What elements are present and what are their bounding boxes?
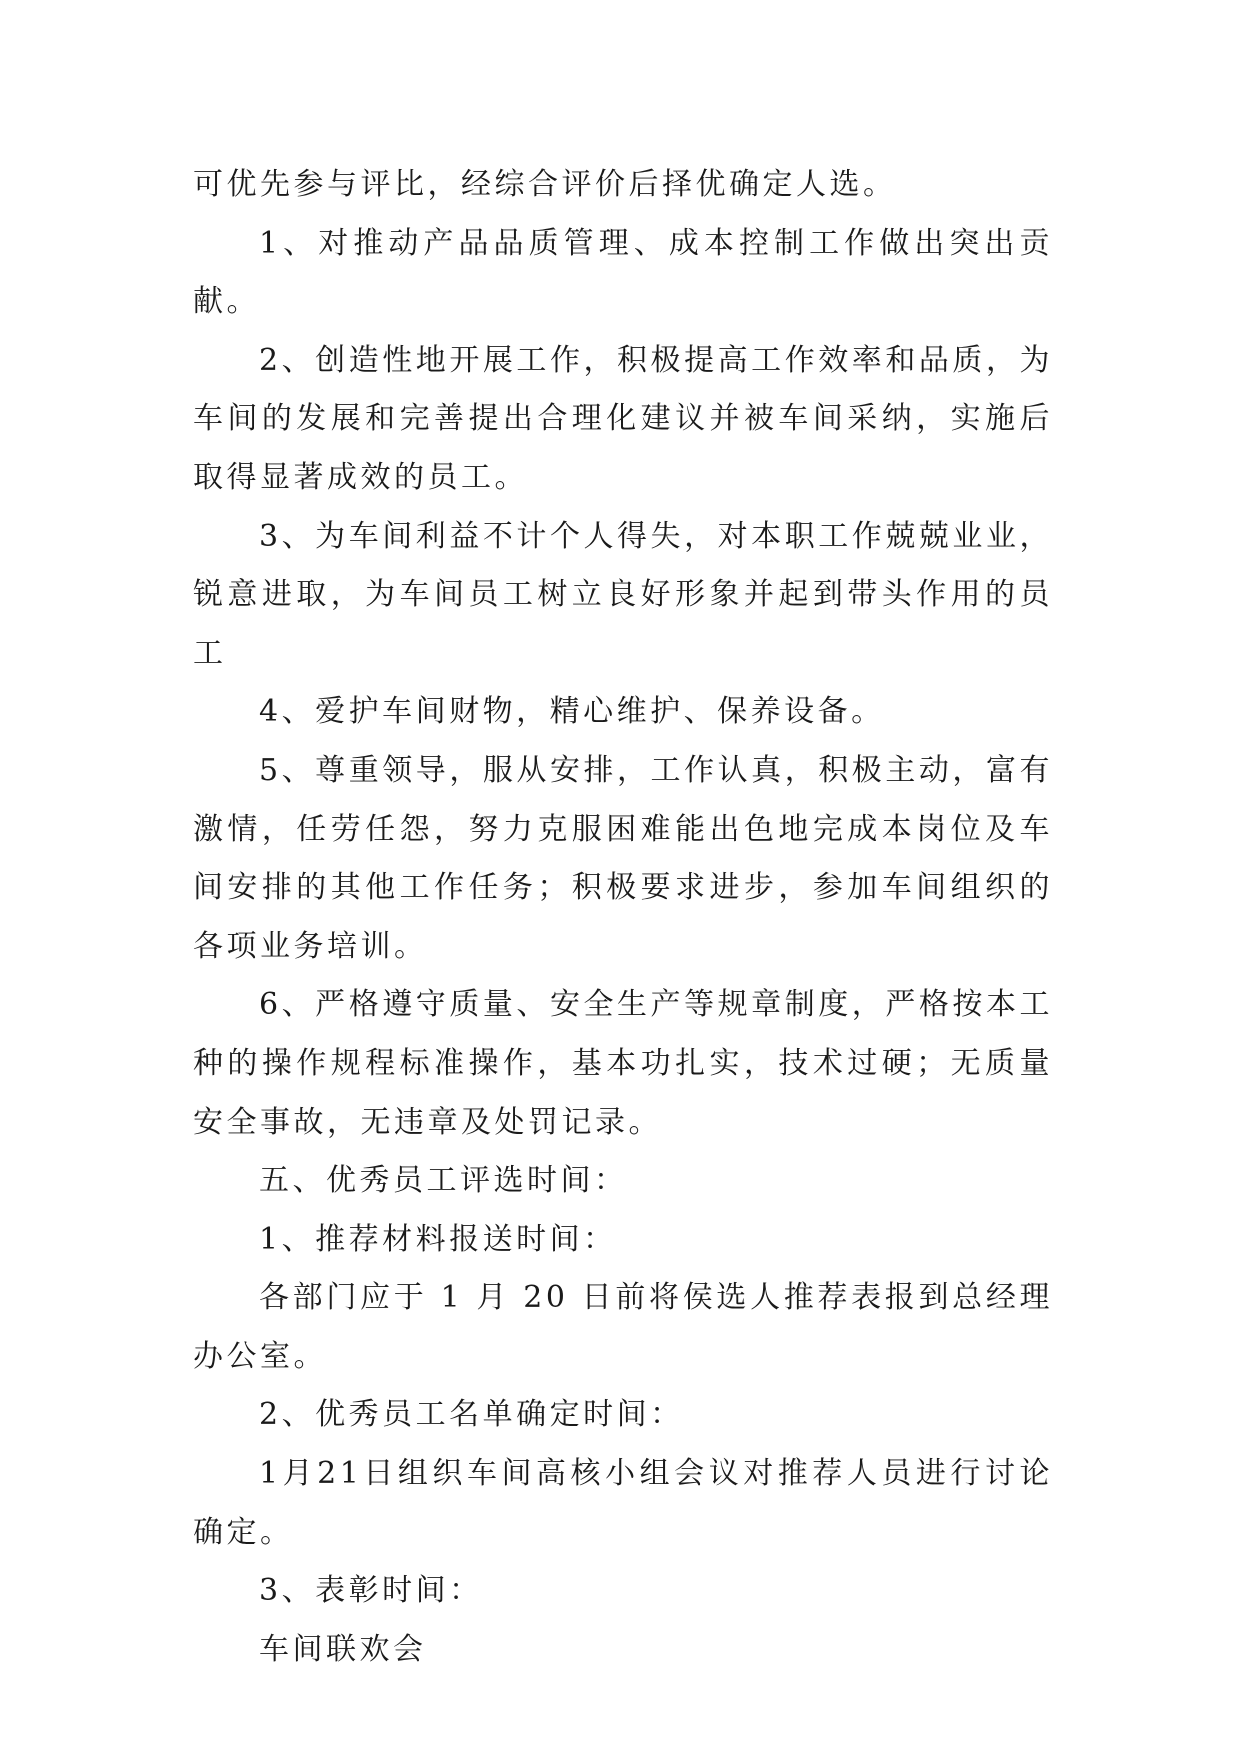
subheading-list-confirmation-time: 2、优秀员工名单确定时间：: [259, 1397, 684, 1433]
criterion-3: 3、为车间利益不计个人得失，对本职工作兢兢业业，锐意进取，为车间员工树立良好形象并起到带头作用的员工: [193, 518, 1053, 671]
section-heading-selection-time: 五、优秀员工评选时间：: [259, 1163, 628, 1199]
list-confirmation-text: 1月21日组织车间高核小组会议对推荐人员进行讨论确定。: [193, 1456, 1053, 1550]
submission-deadline-text: 各部门应于 1 月 20 日前将侯选人推荐表报到总经理办公室。: [193, 1280, 1053, 1374]
criterion-6: 6、严格遵守质量、安全生产等规章制度，严格按本工种的操作规程标准操作，基本功扎实，技术过硬；无质量安全事故，无违章及处罚记录。: [193, 987, 1053, 1140]
commendation-event-text: 车间联欢会: [259, 1631, 427, 1667]
paragraph-intro-continuation: 可优先参与评比，经综合评价后择优确定人选。: [193, 167, 897, 202]
criterion-5: 5、尊重领导，服从安排，工作认真，积极主动，富有激情，任劳任怨，努力克服困难能出色地完成本岗位及车间安排的其他工作任务；积极要求进步，参加车间组织的各项业务培训。: [193, 752, 1053, 964]
criterion-1: 1、对推动产品品质管理、成本控制工作做出突出贡献。: [193, 225, 1053, 320]
subheading-commendation-time: 3、表彰时间：: [259, 1573, 483, 1609]
criterion-4: 4、爱护车间财物，精心维护、保养设备。: [259, 694, 885, 730]
criterion-2: 2、创造性地开展工作，积极提高工作效率和品质，为车间的发展和完善提出合理化建议并被车间采纳，实施后取得显著成效的员工。: [193, 342, 1053, 495]
document-body: [193, 156, 1053, 1679]
subheading-submission-time: 1、推荐材料报送时间：: [259, 1221, 617, 1257]
